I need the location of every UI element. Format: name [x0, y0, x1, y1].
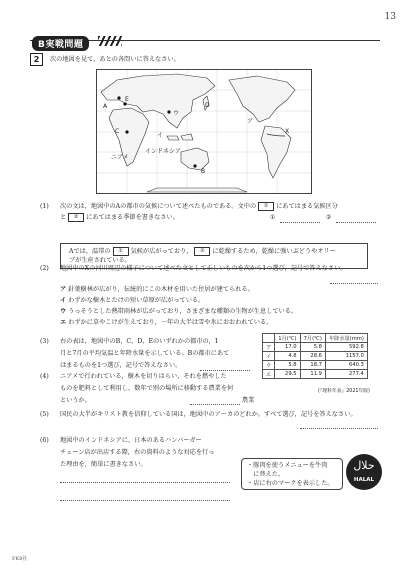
climate-table-header	[263, 334, 368, 343]
q4-number: (4)	[40, 373, 49, 380]
climate-row-label: ウ	[263, 361, 275, 370]
q2-option-e	[60, 318, 272, 327]
climate-row-label: ア	[263, 343, 275, 352]
q3-line3: はまるものを1つ選び，記号で答えなさい。	[60, 362, 182, 369]
climate-header-blank	[263, 334, 275, 343]
q4-suffix: 農業	[242, 397, 255, 404]
map-label-indonesia: インドネシア	[145, 148, 181, 155]
climate-row-label: イ	[263, 352, 275, 361]
map-label-a: A	[103, 103, 108, 110]
q1-box-text-a: Aでは，温帯の	[69, 248, 111, 255]
q6-line2: チェーン店が出店する際，右の資料のような対応を行っ	[60, 449, 215, 456]
q6-line3: た理由を，簡単に書きなさい。	[60, 461, 147, 468]
table-row	[263, 370, 368, 379]
q6-answer-line-2[interactable]	[60, 500, 230, 501]
footer-code: FK8社	[12, 556, 28, 562]
world-map	[96, 69, 312, 194]
q1-answer2-label: ②	[326, 214, 332, 221]
map-label-i: イ	[157, 132, 164, 139]
climate-cell: 277.4	[325, 370, 367, 379]
climate-cell: 17.0	[275, 343, 300, 352]
q5-answer-line[interactable]	[300, 428, 378, 429]
climate-cell: 11.9	[300, 370, 325, 379]
climate-cell: 4.8	[275, 352, 300, 361]
halal-arabic: حلال	[353, 459, 375, 472]
q1-text-line2	[60, 213, 179, 222]
map-label-niamey: ニアメ	[111, 154, 129, 161]
halal-label: HALAL	[353, 477, 375, 483]
q2-number: (2)	[40, 265, 49, 272]
page-number: 13	[384, 12, 396, 22]
section-title: B実戦問題	[32, 36, 89, 51]
q2-option-i	[60, 296, 204, 305]
q1-answer1-label: ①	[270, 214, 276, 221]
table-row	[263, 352, 368, 361]
q5-text: 国民の大半がキリスト教を信仰している国は，地図中のア～カのどれか。すべて選び，記号を答えなさい。	[60, 411, 357, 418]
q3-answer-line[interactable]	[200, 370, 250, 371]
q6-answer-line-1[interactable]	[60, 482, 230, 483]
menu-line2: に替えた。	[247, 471, 285, 478]
climate-header-precip: 年降水量(mm)	[325, 334, 367, 343]
table-row	[263, 361, 368, 370]
q2-option-e-mark: エ	[60, 319, 67, 326]
q1-answer1-line[interactable]	[280, 222, 320, 223]
section-stripes	[98, 36, 122, 46]
q1-text-a: 次の文は，地図中のAの都市の気候について述べたものである。文中の	[60, 203, 257, 210]
q1-answer2-line[interactable]	[336, 222, 376, 223]
climate-cell: 640.3	[325, 361, 367, 370]
map-label-u: ウ	[173, 110, 180, 117]
climate-header-jul: 7月(℃)	[300, 334, 325, 343]
q2-option-a-text: 針葉樹林が広がり，伝統的にこの木材を用いた住居が建てられる。	[68, 286, 254, 293]
map-label-e: E	[125, 96, 129, 103]
q5-number: (5)	[40, 411, 49, 418]
q4-answer-line[interactable]	[190, 404, 240, 405]
q1-number: (1)	[40, 203, 49, 210]
q4-line1: ニアメで行われている，樹木を切りはらい，それを燃やした	[60, 373, 227, 380]
q3-number: (3)	[40, 338, 49, 345]
question-number: 2	[30, 53, 43, 66]
map-label-d: D	[205, 102, 210, 109]
q2-option-i-text: わずかな樹木とたけの短い草原が広がっている。	[68, 297, 205, 304]
q1-box-blank2: ②	[194, 247, 210, 256]
q2-option-a-mark: ア	[60, 286, 67, 293]
q1-blank2: ②	[68, 213, 84, 222]
climate-table	[262, 333, 368, 379]
climate-cell: 28.6	[300, 352, 325, 361]
q2-text: 地図中のXの河川周辺の様子について述べた文として正しいものを次から1つ選び，記号で答えなさい。	[60, 265, 347, 272]
q1-box-line2: ブが生産されている。	[69, 257, 131, 264]
q1-text-c: と	[60, 214, 67, 221]
menu-line3: ・店に右のマークを表示した。	[247, 480, 334, 487]
climate-cell: 18.7	[300, 361, 325, 370]
climate-cell: 592.8	[325, 343, 367, 352]
q1-text-b: にあてはまる気候区分	[276, 203, 338, 210]
q6-line1: 地図中のインドネシアに，日本のあるハンバーガー	[60, 437, 202, 444]
climate-header-jan: 1月(℃)	[275, 334, 300, 343]
map-label-c: C	[115, 128, 120, 135]
q4-line2: ものを肥料として利用し，数年で別の場所に移動する農業を何	[60, 385, 234, 392]
q3-line1: 右の表は，地図中のB，C，D，Eのいずれかの都市の，1	[60, 338, 219, 345]
q1-box-text-b: 気候が広がっており，	[130, 248, 193, 255]
q2-option-u	[60, 307, 297, 316]
q2-option-i-mark: イ	[60, 297, 67, 304]
map-label-x: X	[285, 128, 290, 135]
q6-number: (6)	[40, 437, 49, 444]
instruction: 次の地図を見て，あとの各問いに答えなさい。	[50, 56, 180, 63]
climate-cell: 5.8	[300, 343, 325, 352]
q2-option-u-mark: ウ	[60, 308, 67, 315]
climate-row-label: エ	[263, 370, 275, 379]
q1-text-line1	[60, 202, 338, 211]
halal-mark-icon	[346, 454, 382, 490]
q2-option-e-text: わずかに草やこけが生えており，一年の大半は雪や氷におおわれている。	[68, 319, 273, 326]
q1-blank1: ①	[258, 202, 274, 211]
q2-answer-line[interactable]	[330, 283, 378, 284]
q1-text-d: にあてはまる季節を書きなさい。	[86, 214, 179, 221]
q4-line3: というか。	[60, 397, 91, 404]
map-label-a-kana: ア	[247, 118, 254, 125]
q1-box-blank1: ①	[113, 247, 129, 256]
q1-box-line1	[69, 247, 336, 256]
table-row	[263, 343, 368, 352]
climate-table-source: (『理科年表』2021年版)	[318, 389, 370, 394]
q2-option-a	[60, 285, 254, 294]
climate-cell: 29.5	[275, 370, 300, 379]
q1-box-text-c: に乾燥するため，乾燥に強いぶどうやオリー	[212, 248, 336, 255]
climate-cell: 5.8	[275, 361, 300, 370]
q2-option-u-text: うっそうとした熱帯雨林が広がっており，さまざまな種類の生物が生息している。	[68, 308, 298, 315]
q3-line2: 月と7月の平均気温と年降水量を示している。Bの都市にあて	[60, 350, 230, 357]
climate-cell: 1157.0	[325, 352, 367, 361]
menu-line1: ・豚肉を使うメニューを牛肉	[247, 462, 328, 469]
map-label-b: B	[201, 168, 206, 175]
menu-info-box	[241, 458, 343, 490]
